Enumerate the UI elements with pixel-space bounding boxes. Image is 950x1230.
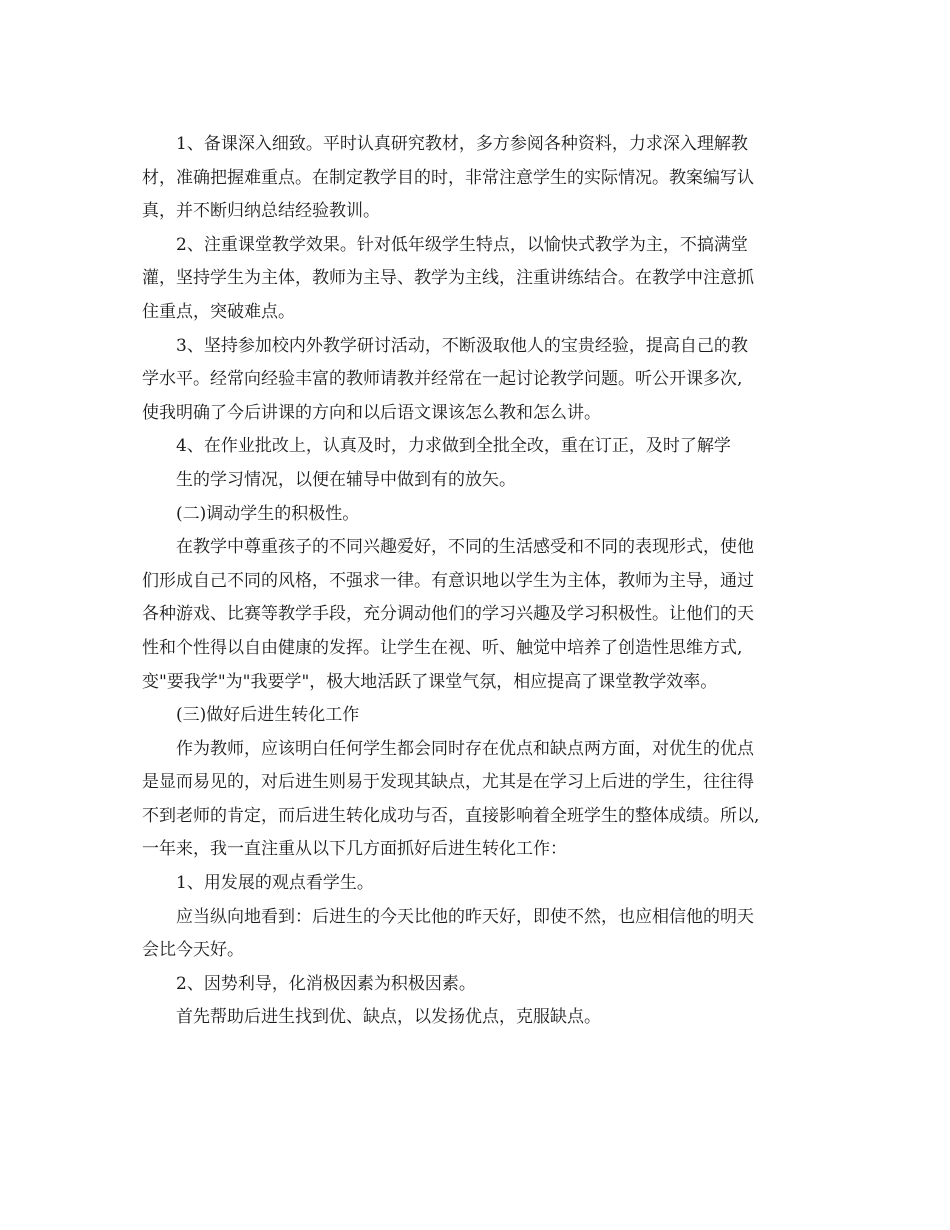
text-line: 1、用发展的观点看学生。	[176, 873, 374, 894]
text-line: 一年来，我一直注重从以下几方面抓好后进生转化工作：	[142, 839, 567, 860]
text-line: 2、注重课堂教学效果。针对低年级学生特点，以愉快式教学为主，不搞满堂	[176, 234, 748, 255]
text-line: 3、坚持参加校内外教学研讨活动，不断汲取他人的宝贵经验，提高自己的教	[176, 335, 748, 356]
text-line: 会比今天好。	[142, 940, 244, 961]
text-line: 是显而易见的，对后进生则易于发现其缺点，尤其是在学习上后进的学生，往往得	[142, 772, 754, 793]
text-line: 灌，坚持学生为主体，教师为主导、教学为主线，注重讲练结合。在教学中注意抓	[142, 268, 754, 289]
text-line: 2、因势利导，化消极因素为积极因素。	[176, 973, 476, 994]
text-line: 真，并不断归纳总结经验教训。	[142, 201, 380, 222]
text-line: 使我明确了今后讲课的方向和以后语文课该怎么教和怎么讲。	[142, 402, 601, 423]
text-line: 1、备课深入细致。平时认真研究教材，多方参阅各种资料，力求深入理解教	[176, 134, 748, 154]
text-line: 不到老师的肯定，而后进生转化成功与否，直接影响着全班学生的整体成绩。所以,	[142, 805, 760, 826]
text-line: 作为教师，应该明白任何学生都会同时存在优点和缺点两方面，对优生的优点	[176, 738, 754, 759]
section-heading: (三)做好后进生转化工作	[176, 705, 360, 726]
text-line: 生的学习情况，以便在辅导中做到有的放矢。	[176, 469, 516, 490]
text-line: 住重点，突破难点。	[142, 301, 295, 322]
text-line: 在教学中尊重孩子的不同兴趣爱好，不同的生活感受和不同的表现形式，使他	[176, 537, 754, 558]
text-line: 们形成自己不同的风格，不强求一律。有意识地以学生为主体，教师为主导，通过	[142, 570, 754, 591]
text-line: 变"要我学"为"我要学"，极大地活跃了课堂气氛，相应提高了课堂教学效率。	[142, 671, 718, 692]
text-line: 材，准确把握难重点。在制定教学目的时，非常注意学生的实际情况。教案编写认	[142, 167, 754, 188]
text-line: 各种游戏、比赛等教学手段，充分调动他们的学习兴趣及学习积极性。让他们的天	[142, 604, 754, 625]
document-body	[142, 128, 814, 1035]
text-line: 4、在作业批改上，认真及时，力求做到全批全改，重在订正，及时了解学	[176, 436, 731, 457]
text-line: 应当纵向地看到：后进生的今天比他的昨天好，即使不然，也应相信他的明天	[176, 906, 754, 927]
text-line: 学水平。经常向经验丰富的教师请教并经常在一起讨论教学问题。听公开课多次,	[142, 369, 743, 390]
text-line: 性和个性得以自由健康的发挥。让学生在视、听、触觉中培养了创造性思维方式,	[142, 637, 743, 658]
text-line: 首先帮助后进生找到优、缺点，以发扬优点，克服缺点。	[176, 1007, 601, 1028]
section-heading: (二)调动学生的积极性。	[176, 503, 360, 524]
